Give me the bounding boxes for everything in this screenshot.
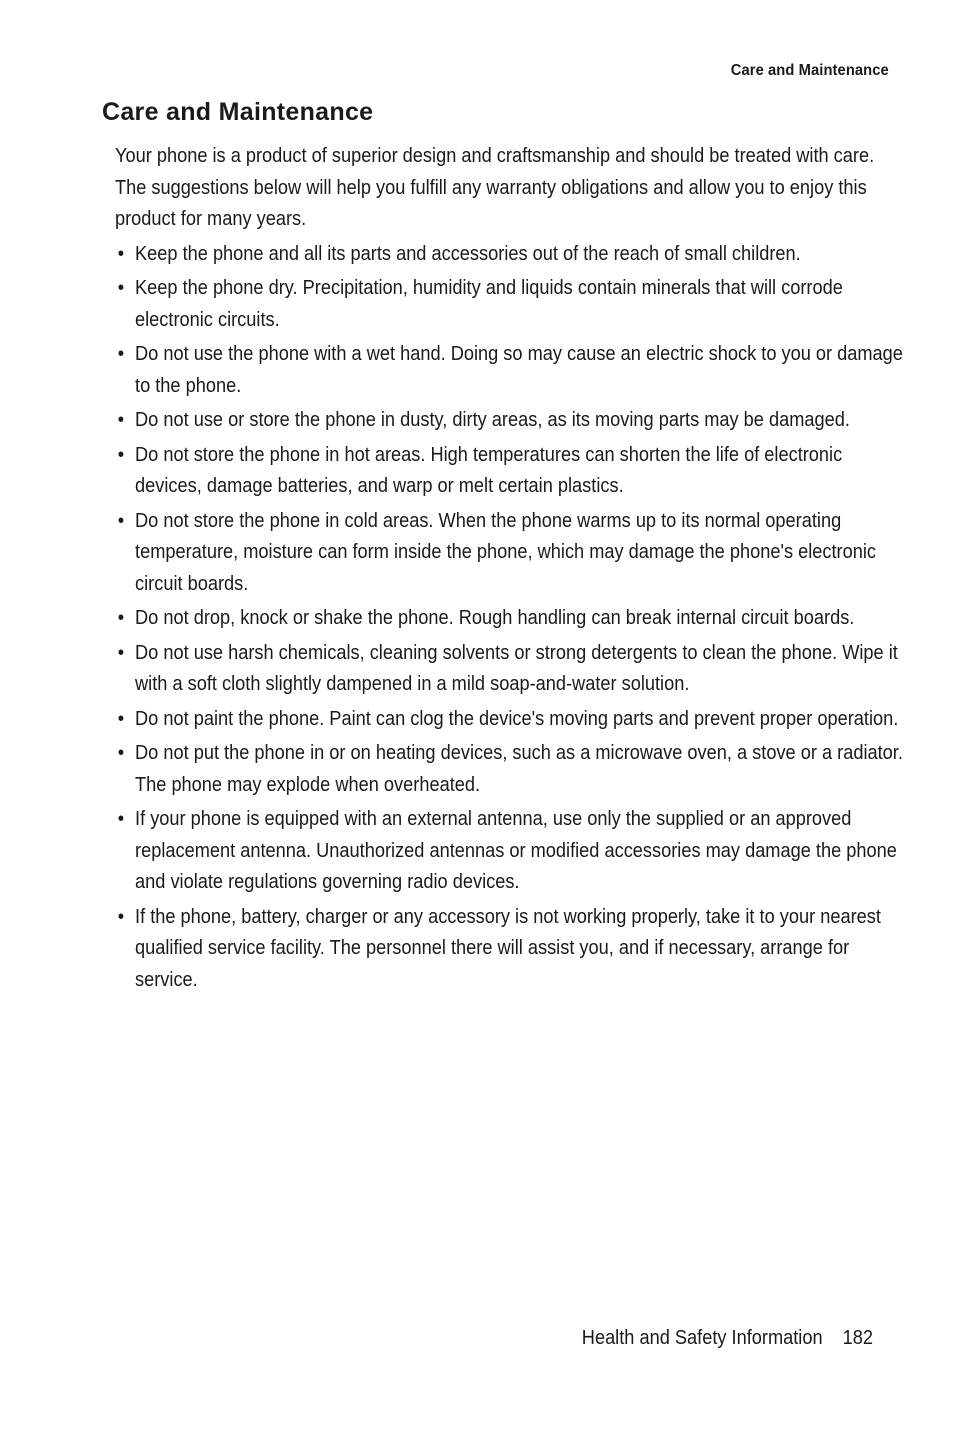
list-item (115, 804, 909, 899)
running-header: Care and Maintenance (730, 62, 889, 79)
list-item-text: Keep the phone and all its parts and accessories out of the reach of small children. (135, 242, 801, 265)
list-item-text: Do not store the phone in hot areas. High temperatures can shorten the life of electronic devices, damage batteries, and warp or melt certain plastics. (135, 443, 843, 497)
list-item-text: Do not drop, knock or shake the phone. Rough handling can break internal circuit boards. (135, 607, 855, 629)
bullet-icon: • (117, 641, 125, 664)
page-content (115, 141, 905, 999)
bullet-icon: • (117, 343, 125, 365)
bullet-icon: • (117, 509, 125, 532)
bullet-icon: • (117, 707, 125, 730)
list-item (115, 638, 909, 701)
bullet-icon: • (117, 808, 125, 830)
bullet-icon: • (117, 905, 125, 928)
bullet-icon: • (117, 242, 125, 265)
list-item-text: Do not store the phone in cold areas. When the phone warms up to its normal operating temperature, moisture can form inside the phone, which may damage the phone's electronic circuit boards. (135, 509, 877, 595)
bullet-icon: • (117, 409, 125, 431)
list-item (115, 339, 909, 402)
list-item-text: Keep the phone dry. Precipitation, humidity and liquids contain minerals that will corrode electronic circuits. (135, 277, 843, 331)
list-item (115, 239, 909, 271)
list-item (115, 738, 909, 801)
list-item (115, 506, 909, 601)
page-footer (582, 1327, 873, 1350)
list-item (115, 405, 909, 437)
bullet-icon: • (117, 443, 125, 466)
list-item-text: If the phone, battery, charger or any accessory is not working properly, take it to your nearest qualified service facility. The personnel there will assist you, and if necessary, arrange for service. (135, 905, 881, 991)
bullet-icon: • (117, 277, 125, 299)
list-item (115, 603, 909, 635)
list-item (115, 440, 909, 503)
footer-section-name: Health and Safety Information (581, 1327, 823, 1349)
list-item-text: Do not use the phone with a wet hand. Doing so may cause an electric shock to you or damage to the phone. (135, 343, 903, 397)
page-number: 182 (842, 1327, 873, 1349)
list-item-text: Do not put the phone in or on heating devices, such as a microwave oven, a stove or a radiator. The phone may explode when overheated. (135, 742, 903, 796)
list-item (115, 273, 909, 336)
bullet-icon: • (117, 607, 125, 629)
list-item (115, 902, 909, 997)
care-tips-list (115, 239, 905, 997)
list-item-text: Do not use harsh chemicals, cleaning solvents or strong detergents to clean the phone. Wipe it with a soft cloth slightly dampened in a mild soap-and-water solution. (135, 641, 898, 695)
list-item-text: Do not paint the phone. Paint can clog the device's moving parts and prevent proper operation. (135, 707, 899, 730)
list-item-text: Do not use or store the phone in dusty, dirty areas, as its moving parts may be damaged. (135, 409, 850, 431)
bullet-icon: • (117, 742, 125, 764)
list-item-text: If your phone is equipped with an external antenna, use only the supplied or an approved replacement antenna. Unauthorized antennas or modified accessories may damage the phone and violate regulations governing radio devices. (135, 808, 897, 893)
list-item (115, 704, 909, 736)
section-title: Care and Maintenance (102, 98, 374, 126)
intro-paragraph: Your phone is a product of superior design and craftsmanship and should be treated with care. The suggestions below will help you fulfill any warranty obligations and allow you to enjoy this product for many years. (115, 145, 875, 230)
